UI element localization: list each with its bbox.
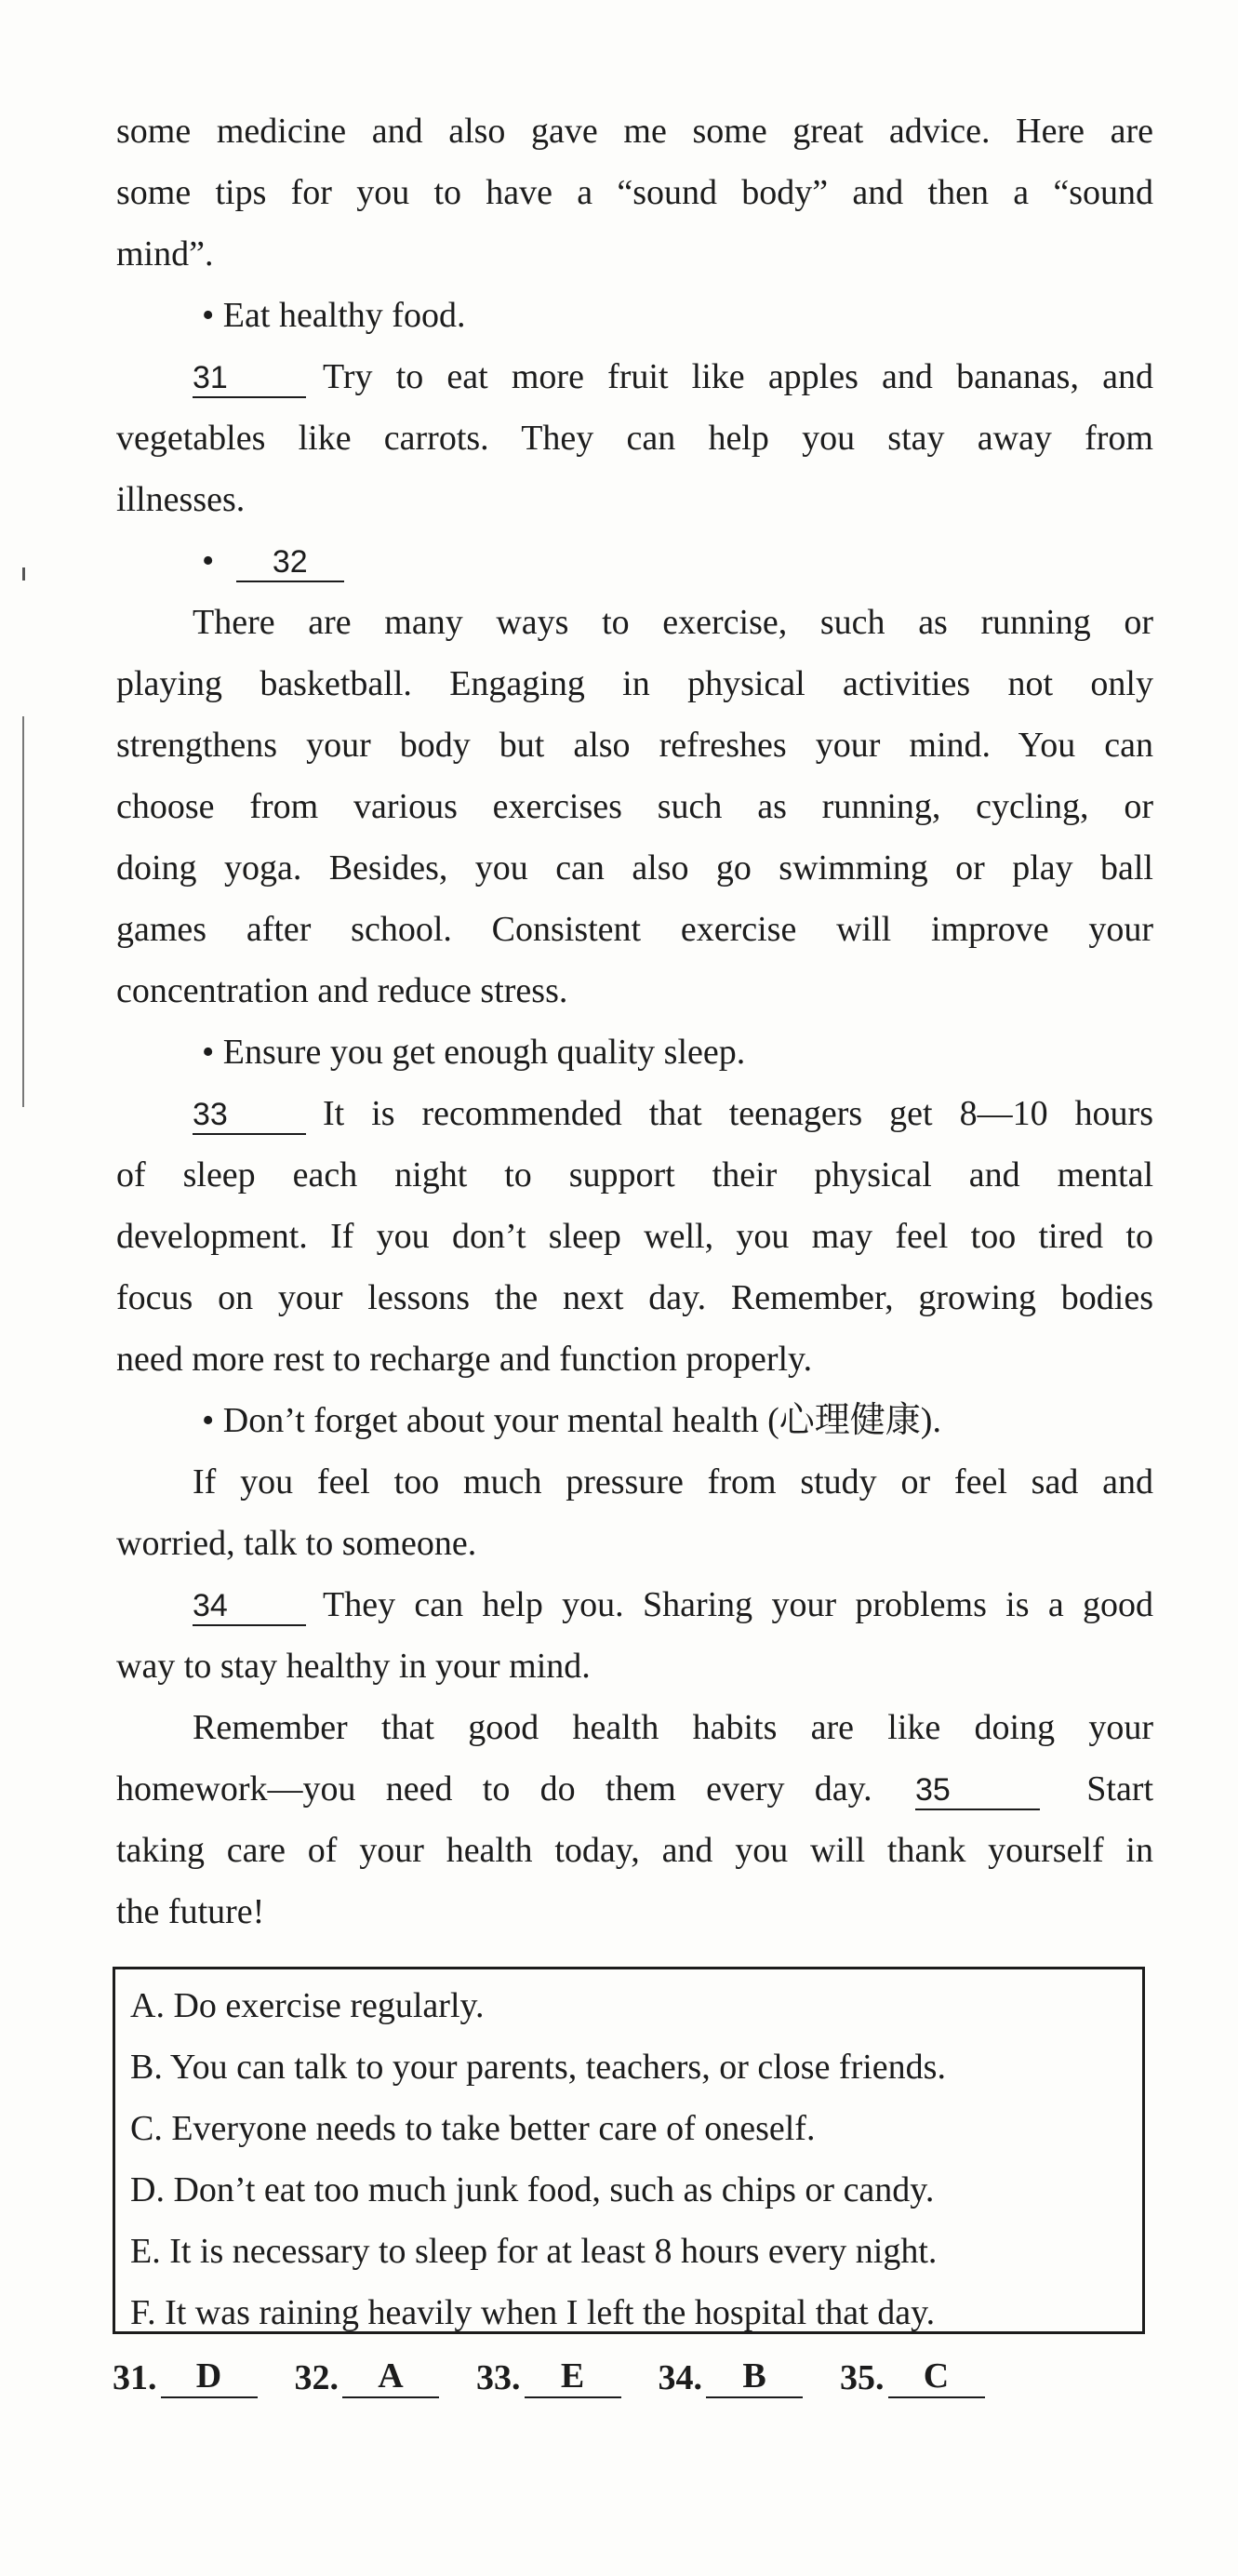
passage-line: the future! [116,1892,265,1931]
binding-mark [22,567,25,581]
passage-line: There are many ways to exercise, such as running or [193,603,1153,642]
passage-line: need more rest to recharge and function properly. [116,1340,813,1379]
passage-line: way to stay healthy in your mind. [116,1647,591,1686]
passage-text: It is recommended that teenagers get 8—10 hours [323,1094,1153,1133]
passage-line: of sleep each night to support their physical and mental [116,1155,1153,1195]
passage-line: playing basketball. Engaging in physical activities not only [116,664,1153,703]
blank-35: 35 [915,1771,1040,1810]
passage-line: mind”. [116,234,214,274]
passage-line: illnesses. [116,480,246,519]
answer-item [295,2356,440,2398]
option-b: B. You can talk to your parents, teachers, or close friends. [130,2048,946,2087]
passage-line [116,1083,1153,1144]
tip-heading: • Don’t forget about your mental health (心理健康). [202,1401,941,1440]
passage-line: some medicine and also gave me some great advice. Here are [116,112,1153,151]
passage-line: concentration and reduce stress. [116,971,568,1010]
answer-number: 31. [113,2358,157,2397]
answer-value: C [888,2356,985,2398]
passage-line: vegetables like carrots. They can help you stay away from [116,419,1153,458]
answer-value: D [161,2356,258,2398]
answer-item [476,2356,621,2398]
answer-key [113,2356,1089,2398]
blank-33: 33 [193,1096,306,1135]
passage-line [116,1574,1153,1635]
option-d: D. Don’t eat too much junk food, such as chips or candy. [130,2170,935,2209]
blank-32: 32 [236,543,344,582]
options-box [113,1967,1145,2334]
passage-line: worried, talk to someone. [116,1524,477,1563]
blank-31: 31 [193,359,306,398]
passage-line: taking care of your health today, and you will thank yourself in [116,1831,1153,1870]
option-a: A. Do exercise regularly. [130,1986,485,2025]
passage-text: homework—you need to do them every day. [116,1769,872,1809]
answer-value: B [706,2356,803,2398]
tip-heading: • Ensure you get enough quality sleep. [202,1033,746,1072]
passage-line: choose from various exercises such as running, cycling, or [116,787,1153,826]
blank-34: 34 [193,1587,306,1626]
option-f: F. It was raining heavily when I left the hospital that day. [130,2293,936,2332]
answer-item [113,2356,258,2398]
passage-line: If you feel too much pressure from study or feel sad and [193,1462,1153,1502]
passage-text: Start [1086,1769,1154,1809]
answer-item [840,2356,985,2398]
answer-item [659,2356,804,2398]
tip-heading: • Eat healthy food. [202,296,466,335]
passage-line: doing yoga. Besides, you can also go swimming or play ball [116,848,1153,888]
passage-line [116,346,1153,407]
passage-line: some tips for you to have a “sound body” and then a “sound [116,173,1153,212]
option-e: E. It is necessary to sleep for at least 8 hours every night. [130,2232,938,2271]
tip-heading [116,530,1153,592]
passage-line: strengthens your body but also refreshes your mind. You can [116,726,1153,765]
passage-line: games after school. Consistent exercise will improve your [116,910,1153,949]
answer-value: E [525,2356,621,2398]
passage-line: focus on your lessons the next day. Remember, growing bodies [116,1278,1153,1317]
answer-number: 34. [658,2358,702,2397]
answer-number: 33. [476,2358,521,2397]
bullet-dot: • [202,541,215,581]
passage-text: They can help you. Sharing your problems is a good [323,1585,1153,1624]
answer-value: A [342,2356,439,2398]
answer-number: 32. [294,2358,339,2397]
passage-line: Remember that good health habits are like doing your [193,1708,1153,1747]
answer-number: 35. [840,2358,885,2397]
passage-text: Try to eat more fruit like apples and bananas, and [323,357,1153,396]
binding-mark [22,716,24,1107]
passage [116,100,1153,1942]
passage-line: development. If you don’t sleep well, you may feel too tired to [116,1217,1153,1256]
passage-line [116,1758,1153,1820]
option-c: C. Everyone needs to take better care of oneself. [130,2109,816,2148]
